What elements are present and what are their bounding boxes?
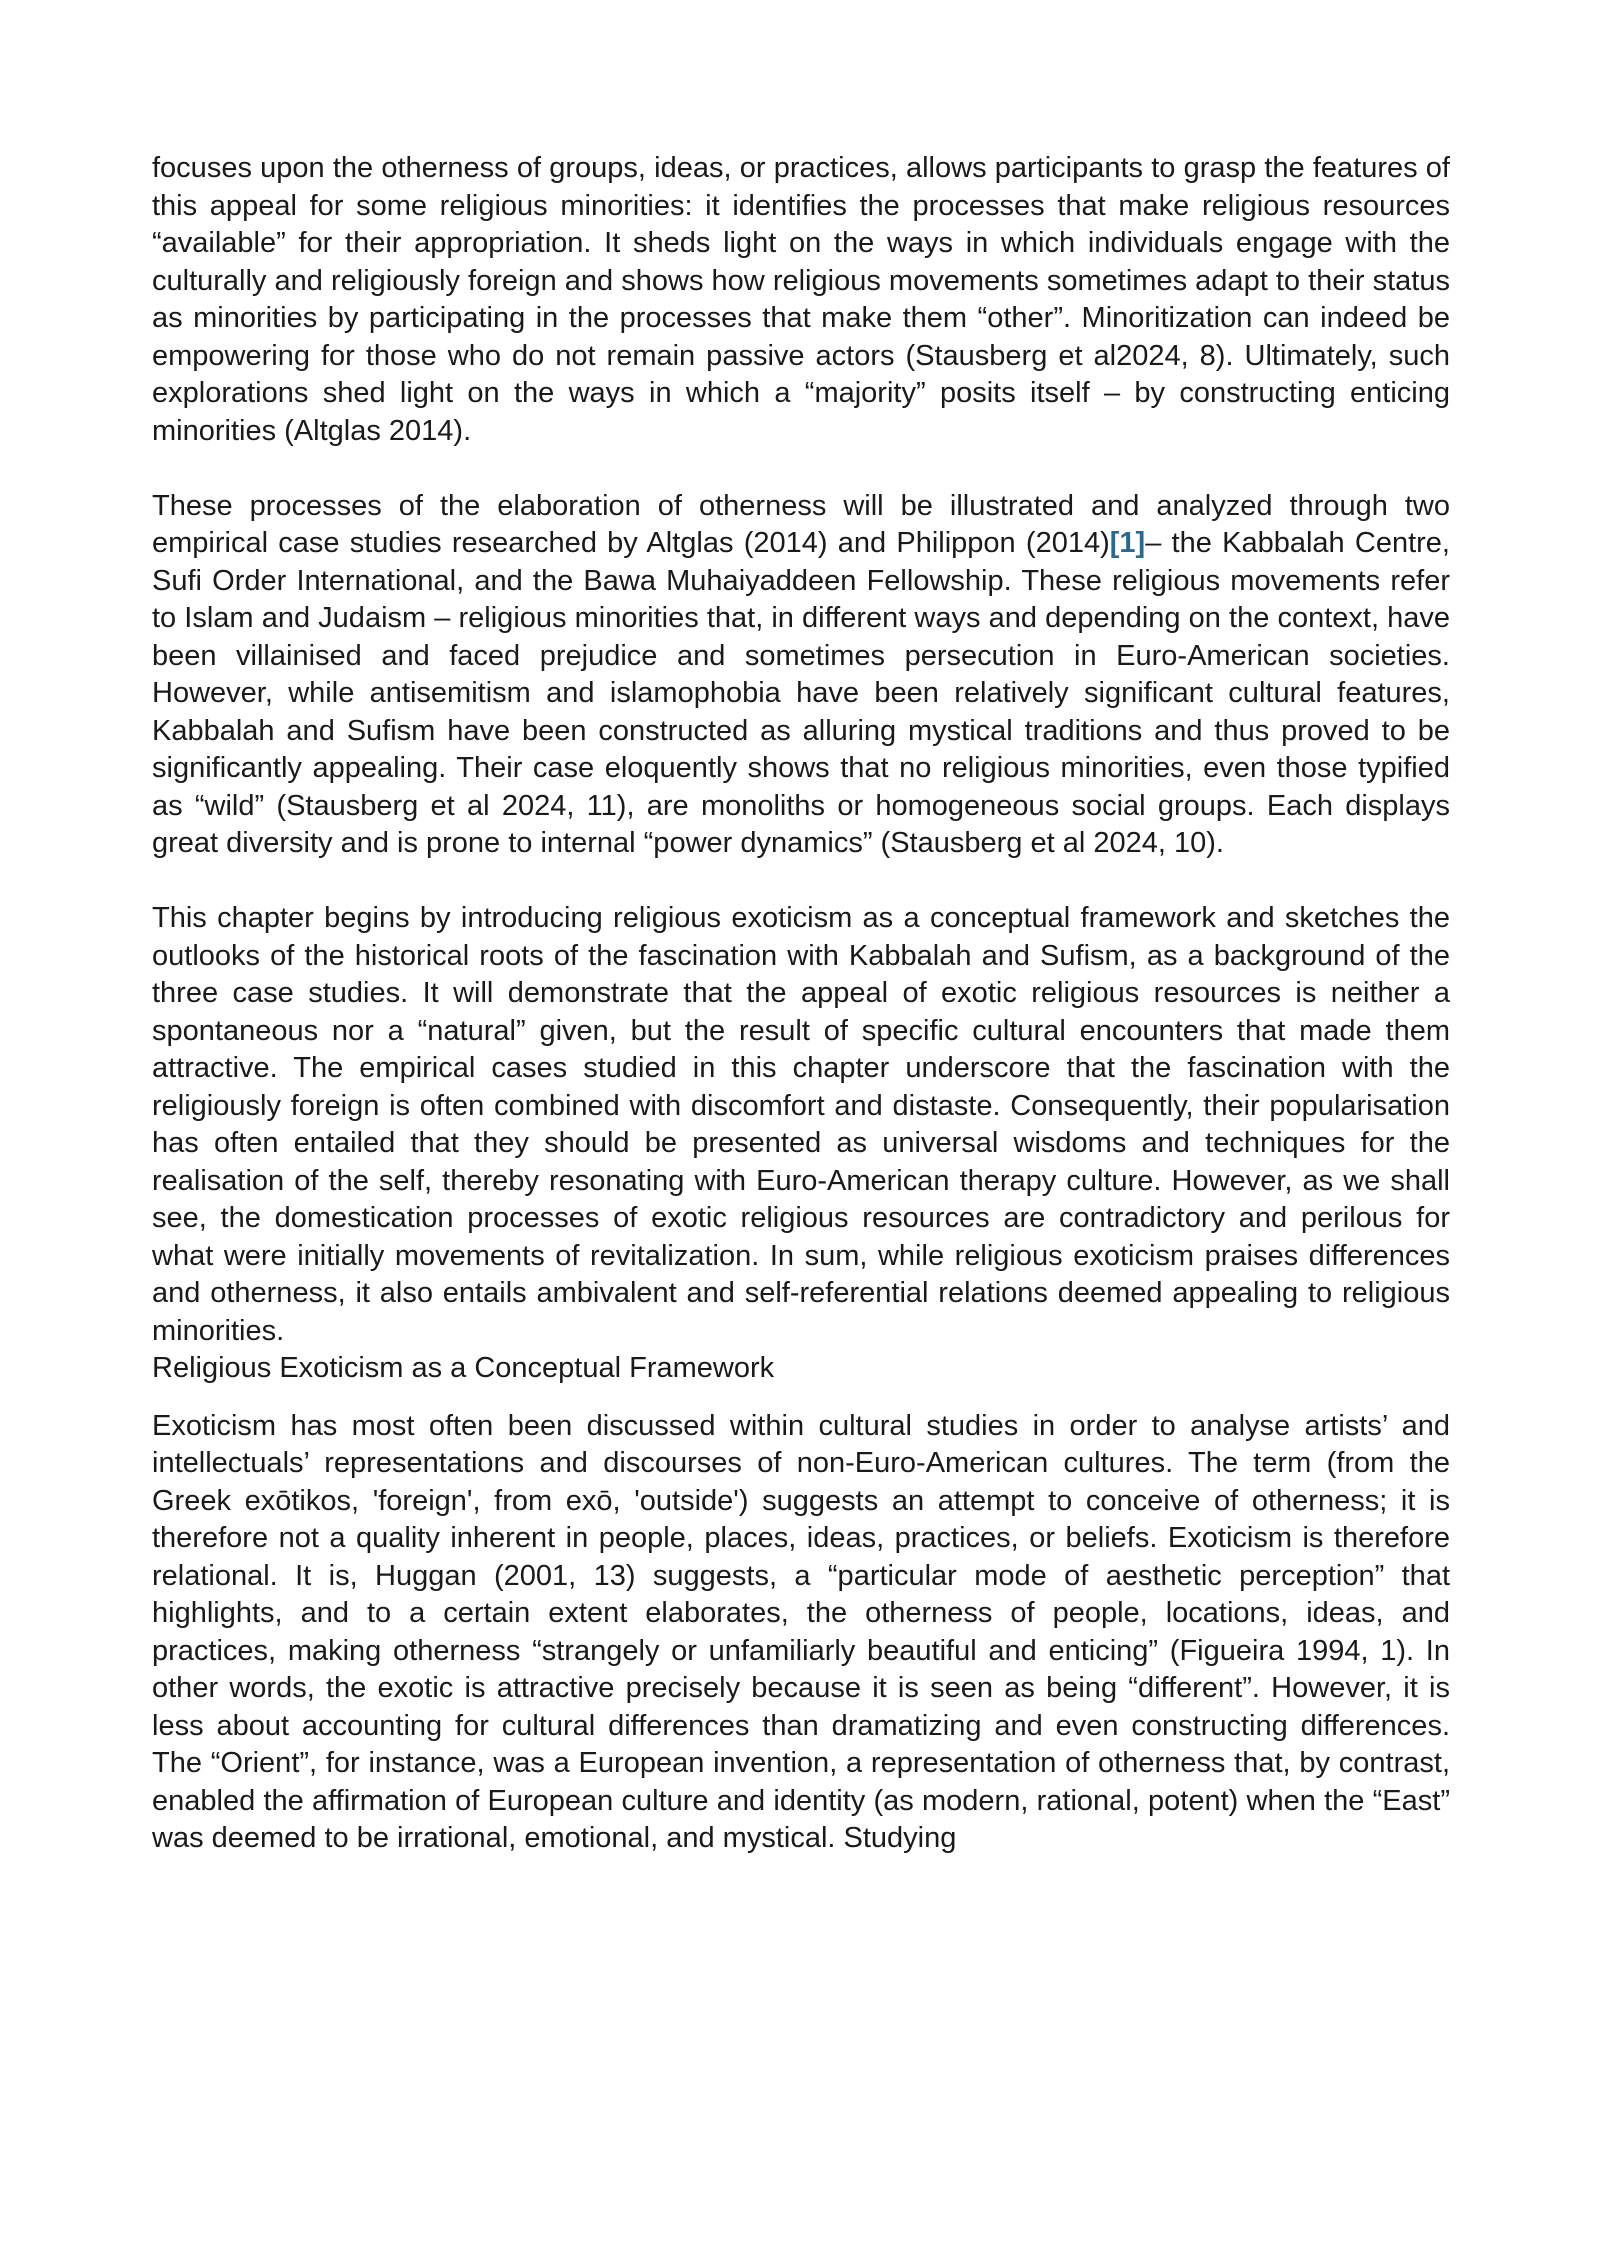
paragraph-2-text-after-footnote: – the Kabbalah Centre, Sufi Order International, and the Bawa Muhaiyaddeen Fellowship. These religious movements refer to Islam and Judaism – religious minorities that, in different ways and depending on the context, have been villainised and faced prejudice and sometimes persecution in Euro-American societies. However, while antisemitism and islamophobia have been relatively significant cultural features, Kabbalah and Sufism have been constructed as alluring mystical traditions and thus proved to be significantly appealing. Their case eloquently shows that no religious minorities, even those typified as “wild” (Stausberg et al 2024, 11), are monoliths or homogeneous social groups. Each displays great diversity and is prone to internal “power dynamics” (Stausberg et al 2024, 10).	[152, 527, 1450, 859]
body-paragraph-1: focuses upon the otherness of groups, ideas, or practices, allows participants to grasp the features of this appeal for some religious minorities: it identifies the processes that make religious resources “available” for their appropriation. It sheds light on the ways in which individuals engage with the culturally and religiously foreign and shows how religious movements sometimes adapt to their status as minorities by participating in the processes that make them “other”. Minoritization can indeed be empowering for those who do not remain passive actors (Stausberg et al2024, 8). Ultimately, such explorations shed light on the ways in which a “majority” posits itself – by constructing enticing minorities (Altglas 2014).	[152, 152, 1450, 447]
footnote-reference-link[interactable]: [1]	[1109, 527, 1146, 559]
body-paragraph-3: This chapter begins by introducing religious exoticism as a conceptual framework and sketches the outlooks of the historical roots of the fascination with Kabbalah and Sufism, as a background of the three case studies. It will demonstrate that the appeal of exotic religious resources is neither a spontaneous nor a “natural” given, but the result of specific cultural encounters that made them attractive. The empirical cases studied in this chapter underscore that the fascination with the religiously foreign is often combined with discomfort and distaste. Consequently, their popularisation has often entailed that they should be presented as universal wisdoms and techniques for the realisation of the self, thereby resonating with Euro-American therapy culture. However, as we shall see, the domestication processes of exotic religious resources are contradictory and perilous for what were initially movements of revitalization. In sum, while religious exoticism praises differences and otherness, it also entails ambivalent and self-referential relations deemed appealing to religious minorities.	[152, 902, 1450, 1347]
paragraph-2-text-before-footnote: These processes of the elaboration of otherness will be illustrated and analyzed through two empirical case studies researched by Altglas (2014) and Philippon (2014)	[152, 489, 1450, 559]
section-body-paragraph: Exoticism has most often been discussed within cultural studies in order to analyse artists’ and intellectuals’ representations and discourses of non-Euro-American cultures. The term (from the Greek exōtikos, 'foreign', from exō, 'outside') suggests an attempt to conceive of otherness; it is therefore not a quality inherent in people, places, ideas, practices, or beliefs. Exoticism is therefore relational. It is, Huggan (2001, 13) suggests, a “particular mode of aesthetic perception” that highlights, and to a certain extent elaborates, the otherness of people, locations, ideas, and practices, making otherness “strangely or unfamiliarly beautiful and enticing” (Figueira 1994, 1). In other words, the exotic is attractive precisely because it is seen as being “different”. However, it is less about accounting for cultural differences than dramatizing and even constructing differences. The “Orient”, for instance, was a European invention, a representation of otherness that, by contrast, enabled the affirmation of European culture and identity (as modern, rational, potent) when the “East” was deemed to be irrational, emotional, and mystical. Studying	[152, 1409, 1450, 1854]
section-heading: Religious Exoticism as a Conceptual Framework	[152, 1352, 775, 1384]
body-paragraph-2	[152, 488, 1450, 863]
document-page	[152, 150, 1450, 1858]
